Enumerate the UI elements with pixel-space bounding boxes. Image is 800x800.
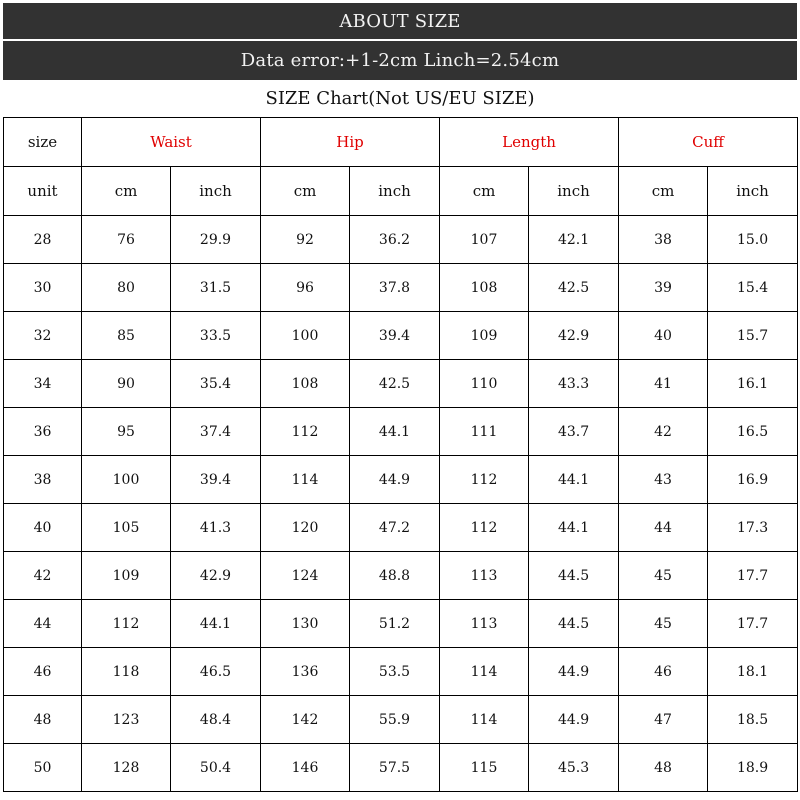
measurement-cell: 29.9 bbox=[171, 216, 261, 264]
measurement-cell: 108 bbox=[440, 264, 529, 312]
measurement-cell: 113 bbox=[440, 552, 529, 600]
note-banner bbox=[3, 41, 797, 80]
measurement-cell: 15.7 bbox=[708, 312, 798, 360]
waist-header: Waist bbox=[82, 118, 261, 167]
measurement-cell: 35.4 bbox=[171, 360, 261, 408]
measurement-cell: 57.5 bbox=[350, 744, 440, 792]
measurement-cell: 18.1 bbox=[708, 648, 798, 696]
measurement-cell: 36.2 bbox=[350, 216, 440, 264]
measurement-cell: 136 bbox=[261, 648, 350, 696]
measurement-cell: 76 bbox=[82, 216, 171, 264]
measurement-cell: 51.2 bbox=[350, 600, 440, 648]
measurement-cell: 44.1 bbox=[529, 504, 619, 552]
table-row bbox=[4, 264, 798, 312]
data-error-note: Data error:+1-2cm Linch=2.54cm bbox=[240, 50, 560, 71]
measurement-cell: 31.5 bbox=[171, 264, 261, 312]
table-row bbox=[4, 600, 798, 648]
measurement-cell: 41.3 bbox=[171, 504, 261, 552]
measurement-cell: 85 bbox=[82, 312, 171, 360]
measurement-cell: 18.5 bbox=[708, 696, 798, 744]
hip-header: Hip bbox=[261, 118, 440, 167]
measurement-cell: 95 bbox=[82, 408, 171, 456]
measurement-cell: 105 bbox=[82, 504, 171, 552]
measurement-cell: 43.3 bbox=[529, 360, 619, 408]
measurement-cell: 15.4 bbox=[708, 264, 798, 312]
measurement-cell: 114 bbox=[261, 456, 350, 504]
measurement-cell: 123 bbox=[82, 696, 171, 744]
unit-cell: inch bbox=[350, 167, 440, 216]
measurement-cell: 112 bbox=[440, 504, 529, 552]
measurement-cell: 46 bbox=[619, 648, 708, 696]
measurement-cell: 40 bbox=[619, 312, 708, 360]
measurement-cell: 48 bbox=[619, 744, 708, 792]
unit-cell: cm bbox=[619, 167, 708, 216]
measurement-cell: 142 bbox=[261, 696, 350, 744]
measurement-cell: 44.9 bbox=[350, 456, 440, 504]
measurement-cell: 96 bbox=[261, 264, 350, 312]
measurement-cell: 112 bbox=[82, 600, 171, 648]
measurement-cell: 41 bbox=[619, 360, 708, 408]
measurement-cell: 50.4 bbox=[171, 744, 261, 792]
measurement-cell: 100 bbox=[261, 312, 350, 360]
unit-cell: inch bbox=[708, 167, 798, 216]
unit-header: unit bbox=[4, 167, 82, 216]
measurement-cell: 45 bbox=[619, 552, 708, 600]
table-row bbox=[4, 648, 798, 696]
size-cell: 38 bbox=[4, 456, 82, 504]
size-cell: 50 bbox=[4, 744, 82, 792]
measurement-cell: 33.5 bbox=[171, 312, 261, 360]
measurement-cell: 108 bbox=[261, 360, 350, 408]
measurement-cell: 16.5 bbox=[708, 408, 798, 456]
measurement-cell: 146 bbox=[261, 744, 350, 792]
measurement-cell: 44.1 bbox=[350, 408, 440, 456]
measurement-cell: 45.3 bbox=[529, 744, 619, 792]
unit-cell: cm bbox=[261, 167, 350, 216]
table-row bbox=[4, 456, 798, 504]
table-row bbox=[4, 744, 798, 792]
measurement-cell: 112 bbox=[261, 408, 350, 456]
measurement-cell: 110 bbox=[440, 360, 529, 408]
measurement-cell: 92 bbox=[261, 216, 350, 264]
measurement-cell: 15.0 bbox=[708, 216, 798, 264]
cuff-header: Cuff bbox=[619, 118, 798, 167]
measurement-cell: 130 bbox=[261, 600, 350, 648]
measurement-cell: 39 bbox=[619, 264, 708, 312]
measurement-cell: 39.4 bbox=[350, 312, 440, 360]
size-cell: 40 bbox=[4, 504, 82, 552]
measurement-cell: 118 bbox=[82, 648, 171, 696]
size-cell: 42 bbox=[4, 552, 82, 600]
page-title: ABOUT SIZE bbox=[339, 10, 461, 32]
unit-cell: inch bbox=[171, 167, 261, 216]
measurement-cell: 124 bbox=[261, 552, 350, 600]
size-cell: 32 bbox=[4, 312, 82, 360]
measurement-cell: 37.8 bbox=[350, 264, 440, 312]
measurement-cell: 120 bbox=[261, 504, 350, 552]
measurement-cell: 114 bbox=[440, 648, 529, 696]
measurement-cell: 44.9 bbox=[529, 696, 619, 744]
measurement-cell: 109 bbox=[440, 312, 529, 360]
measurement-cell: 44.1 bbox=[171, 600, 261, 648]
measurement-cell: 53.5 bbox=[350, 648, 440, 696]
measurement-cell: 48.8 bbox=[350, 552, 440, 600]
measurement-cell: 17.7 bbox=[708, 600, 798, 648]
size-cell: 44 bbox=[4, 600, 82, 648]
measurement-cell: 44.9 bbox=[529, 648, 619, 696]
table-row bbox=[4, 552, 798, 600]
table-row bbox=[4, 696, 798, 744]
measurement-cell: 18.9 bbox=[708, 744, 798, 792]
measurement-cell: 107 bbox=[440, 216, 529, 264]
measurement-cell: 16.1 bbox=[708, 360, 798, 408]
size-cell: 30 bbox=[4, 264, 82, 312]
unit-cell: inch bbox=[529, 167, 619, 216]
unit-header-row bbox=[4, 167, 798, 216]
measurement-cell: 16.9 bbox=[708, 456, 798, 504]
measurement-cell: 90 bbox=[82, 360, 171, 408]
measurement-cell: 44.5 bbox=[529, 552, 619, 600]
size-chart-subtitle: SIZE Chart(Not US/EU SIZE) bbox=[265, 88, 535, 109]
length-header: Length bbox=[440, 118, 619, 167]
measurement-cell: 48.4 bbox=[171, 696, 261, 744]
measurement-cell: 109 bbox=[82, 552, 171, 600]
measurement-cell: 42.1 bbox=[529, 216, 619, 264]
size-chart-heading bbox=[3, 80, 797, 117]
measurement-cell: 17.3 bbox=[708, 504, 798, 552]
measurement-cell: 128 bbox=[82, 744, 171, 792]
measurement-cell: 43.7 bbox=[529, 408, 619, 456]
measurement-cell: 42.5 bbox=[350, 360, 440, 408]
table-row bbox=[4, 216, 798, 264]
measurement-cell: 111 bbox=[440, 408, 529, 456]
measurement-cell: 42.9 bbox=[171, 552, 261, 600]
measurement-cell: 17.7 bbox=[708, 552, 798, 600]
size-cell: 46 bbox=[4, 648, 82, 696]
measurement-cell: 42.5 bbox=[529, 264, 619, 312]
size-header: size bbox=[4, 118, 82, 167]
measurement-cell: 113 bbox=[440, 600, 529, 648]
measurement-cell: 42.9 bbox=[529, 312, 619, 360]
measurement-cell: 80 bbox=[82, 264, 171, 312]
title-banner bbox=[3, 3, 797, 39]
measurement-cell: 47 bbox=[619, 696, 708, 744]
table-row bbox=[4, 360, 798, 408]
measurement-cell: 44.5 bbox=[529, 600, 619, 648]
measurement-cell: 44 bbox=[619, 504, 708, 552]
measure-header-row bbox=[4, 118, 798, 167]
size-cell: 48 bbox=[4, 696, 82, 744]
size-table bbox=[3, 117, 798, 792]
measurement-cell: 55.9 bbox=[350, 696, 440, 744]
measurement-cell: 43 bbox=[619, 456, 708, 504]
measurement-cell: 100 bbox=[82, 456, 171, 504]
measurement-cell: 47.2 bbox=[350, 504, 440, 552]
measurement-cell: 38 bbox=[619, 216, 708, 264]
measurement-cell: 115 bbox=[440, 744, 529, 792]
size-cell: 36 bbox=[4, 408, 82, 456]
table-row bbox=[4, 312, 798, 360]
unit-cell: cm bbox=[440, 167, 529, 216]
measurement-cell: 44.1 bbox=[529, 456, 619, 504]
size-cell: 28 bbox=[4, 216, 82, 264]
measurement-cell: 39.4 bbox=[171, 456, 261, 504]
measurement-cell: 45 bbox=[619, 600, 708, 648]
unit-cell: cm bbox=[82, 167, 171, 216]
size-cell: 34 bbox=[4, 360, 82, 408]
measurement-cell: 42 bbox=[619, 408, 708, 456]
table-row bbox=[4, 408, 798, 456]
measurement-cell: 46.5 bbox=[171, 648, 261, 696]
table-row bbox=[4, 504, 798, 552]
measurement-cell: 37.4 bbox=[171, 408, 261, 456]
measurement-cell: 112 bbox=[440, 456, 529, 504]
measurement-cell: 114 bbox=[440, 696, 529, 744]
